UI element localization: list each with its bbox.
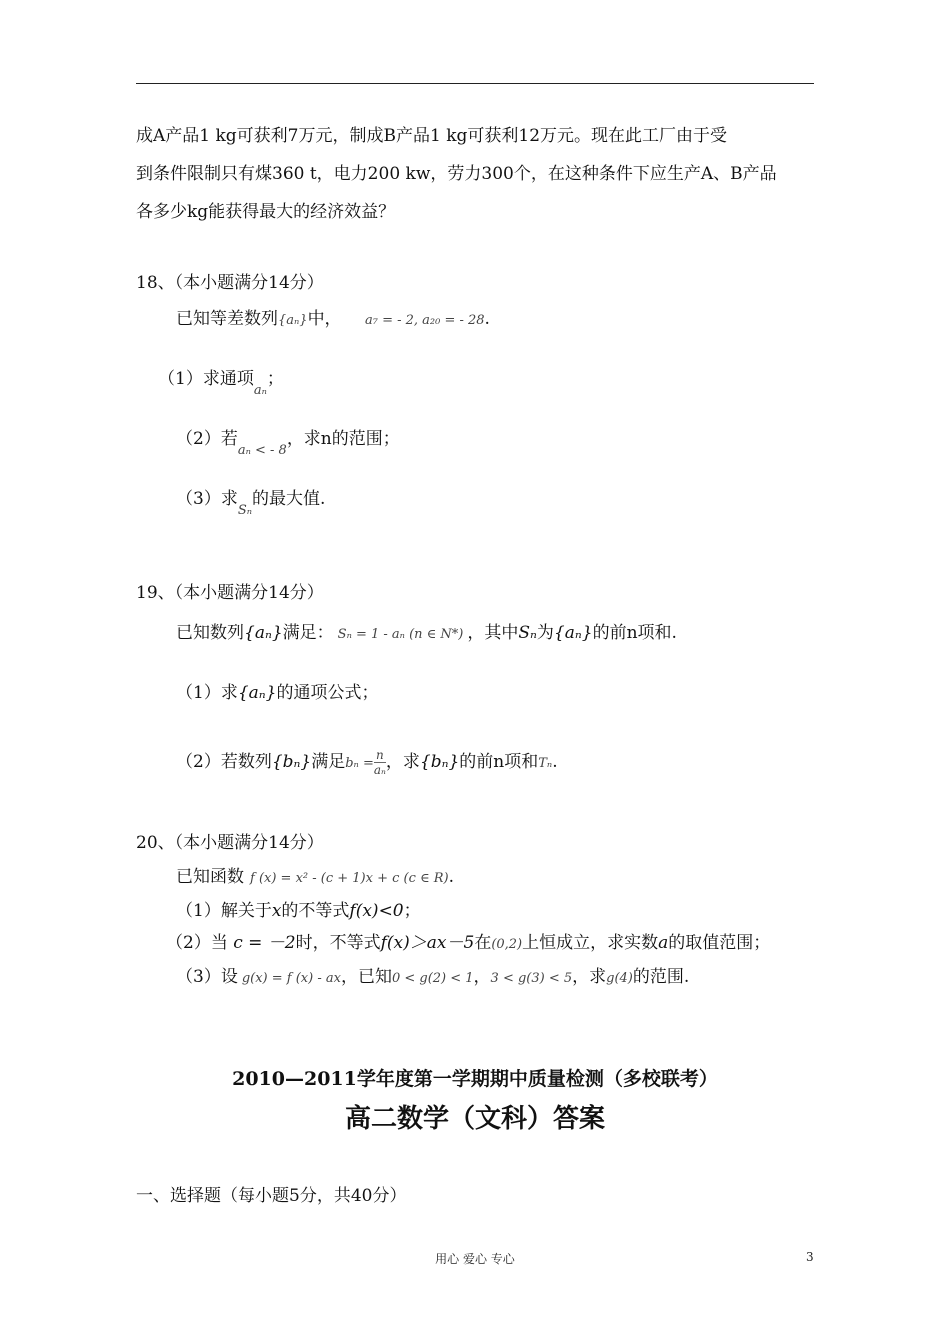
q20-p2-text-d: 在 xyxy=(474,933,492,953)
q20-p2-inequality: f(x)＞ax－5 xyxy=(380,933,475,953)
q20-p1-inequality: f(x)<0 xyxy=(349,901,404,921)
q19-stem-end: 的前n项和. xyxy=(592,623,677,643)
q19-stem-text-c: ，其中 xyxy=(467,623,519,643)
q20-p1-end: ； xyxy=(403,901,421,921)
q20-p3-def: g(x) = f (x) - ax xyxy=(241,971,341,986)
q20-function: f (x) = x² - (c + 1)x + c (c ∈ R) xyxy=(250,871,449,886)
q20-p3-end: 的范围. xyxy=(632,967,690,987)
q19-p1-seq: {aₙ} xyxy=(237,683,277,703)
q20-stem xyxy=(176,866,454,890)
q20-p2-var: a xyxy=(658,933,669,953)
q19-p2-seq-2: {bₙ} xyxy=(419,752,460,772)
fraction-numerator: n xyxy=(374,748,386,763)
q19-p2-seq: {bₙ} xyxy=(271,752,312,772)
q19-stem-text-d: 为 xyxy=(536,623,554,643)
q20-p3-cond-1: 0 < g(2) < 1 xyxy=(391,971,474,986)
q18-stem xyxy=(176,308,490,332)
q18-part-1 xyxy=(158,368,284,398)
q20-p1-x: x xyxy=(271,901,282,921)
q18-p3-text: （3）求 xyxy=(176,489,238,509)
q19-p2-text: （2）若数列 xyxy=(176,752,272,772)
q19-p2-fraction xyxy=(374,748,386,777)
q19-p2-lhs: bₙ = xyxy=(345,756,374,771)
q20-p2-end: 的取值范围； xyxy=(668,933,771,953)
q19-p1-end: 的通项公式； xyxy=(276,683,379,703)
answer-section-1: 一、选择题（每小题5分，共40分） xyxy=(136,1186,407,1206)
q20-p3-text: （3）设 xyxy=(176,967,238,987)
q20-p3-text-c: ，求 xyxy=(572,967,607,987)
q18-condition: a₇ = - 2, a₂₀ = - 28 xyxy=(364,313,485,328)
q20-part-2 xyxy=(166,932,770,956)
q20-p2-c: c = －2 xyxy=(233,933,296,953)
q19-condition: Sₙ = 1 - aₙ (n ∈ N*) xyxy=(337,627,464,642)
q19-header: 19、（本小题满分14分） xyxy=(136,583,324,603)
q18-stem-text-b: 中， xyxy=(307,309,342,329)
q18-seq: {aₙ} xyxy=(278,313,308,328)
q19-stem xyxy=(176,622,677,646)
q20-p2-text: （2）当 xyxy=(166,933,228,953)
q19-p2-end: . xyxy=(552,752,558,772)
intro-line-1: 成A产品1 kg可获利7万元，制成B产品1 kg可获利12万元。现在此工厂由于受 xyxy=(136,126,728,146)
q18-p2-math: aₙ < - 8 xyxy=(237,443,287,458)
q20-p3-text-b: ，已知 xyxy=(340,967,392,987)
q20-header: 20、（本小题满分14分） xyxy=(136,833,324,853)
page-number: 3 xyxy=(806,1250,814,1264)
q20-part-1 xyxy=(176,900,421,922)
q20-stem-text: 已知函数 xyxy=(176,867,244,887)
page-footer: 用心 爱心 专心 xyxy=(435,1252,515,1266)
q19-p2-text-b: 满足 xyxy=(311,752,346,772)
q20-p2-interval: (0,2) xyxy=(491,937,523,952)
q19-p2-text-c: ，求 xyxy=(385,752,420,772)
q19-seq: {aₙ} xyxy=(244,623,283,643)
q18-part-3 xyxy=(176,488,326,518)
q18-p1-math: aₙ xyxy=(253,383,267,398)
q20-p3-g4: g(4) xyxy=(606,971,633,986)
q18-p1-end: ； xyxy=(266,369,284,389)
q18-header: 18、（本小题满分14分） xyxy=(136,273,324,293)
q18-p2-text: （2）若 xyxy=(176,429,238,449)
q19-part-2 xyxy=(176,748,558,777)
q19-p2-tn: Tₙ xyxy=(538,756,553,771)
q20-p1-text: （1）解关于 xyxy=(176,901,272,921)
q20-p2-text-b: 时，不等式 xyxy=(295,933,381,953)
q20-part-3 xyxy=(176,966,689,990)
q20-p3-cond-2: 3 < g(3) < 5 xyxy=(490,971,573,986)
header-rule xyxy=(136,83,814,84)
q18-p3-end: 的最大值. xyxy=(252,489,326,509)
answer-title: 2010—2011学年度第一学期期中质量检测（多校联考） xyxy=(232,1068,718,1090)
answer-subtitle: 高二数学（文科）答案 xyxy=(344,1104,605,1134)
q20-p1-text-b: 的不等式 xyxy=(281,901,350,921)
q19-sn: Sₙ xyxy=(518,623,537,643)
intro-line-3: 各多少kg能获得最大的经济效益？ xyxy=(136,202,396,222)
q20-stem-end: . xyxy=(448,867,455,887)
q18-stem-end: . xyxy=(484,309,490,329)
q19-p2-text-d: 的前n项和 xyxy=(459,752,539,772)
q19-p1-text: （1）求 xyxy=(176,683,238,703)
q18-part-2 xyxy=(176,428,400,458)
q19-part-1 xyxy=(176,682,379,704)
q20-p2-text-e: 上恒成立，求实数 xyxy=(522,933,659,953)
q18-p2-end: ，求n的范围； xyxy=(286,429,400,449)
intro-line-2: 到条件限制只有煤360 t，电力200 kw，劳力300个，在这种条件下应生产A、B产品 xyxy=(136,164,777,184)
q19-seq-2: {aₙ} xyxy=(553,623,593,643)
q18-stem-text: 已知等差数列 xyxy=(176,309,278,329)
q18-p3-math: Sₙ xyxy=(237,503,253,518)
q19-stem-text: 已知数列 xyxy=(176,623,244,643)
q18-p1-text: （1）求通项 xyxy=(158,369,254,389)
q20-p3-sep: ， xyxy=(473,967,491,987)
q19-stem-text-b: 满足： xyxy=(282,623,334,643)
fraction-denominator: aₙ xyxy=(373,763,386,777)
